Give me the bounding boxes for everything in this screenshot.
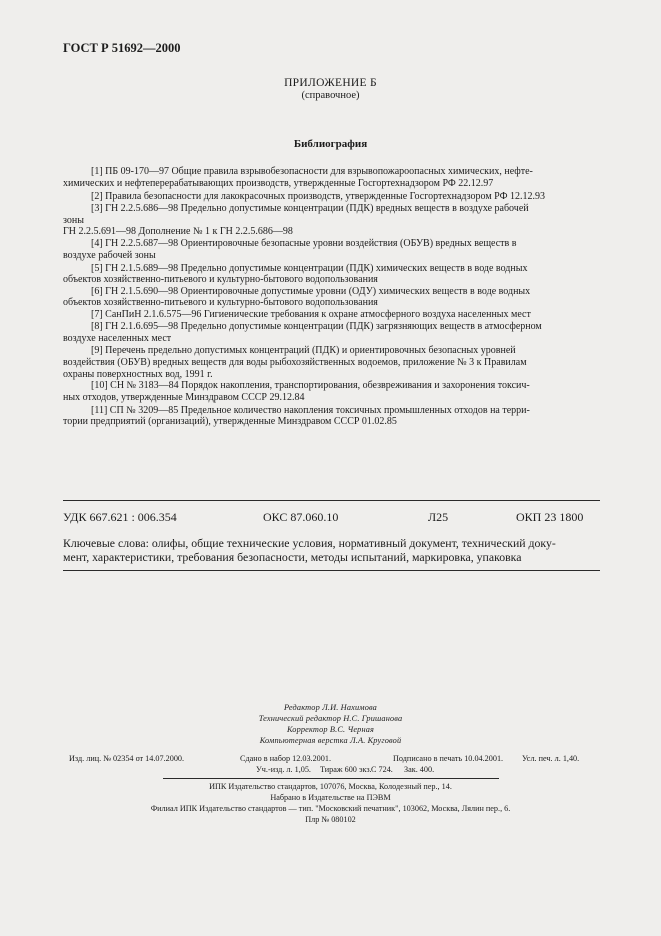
divider-top [63, 500, 600, 501]
bibliography-line: химических и нефтеперерабатывающих производств, утвержденные Госгортехнадзором РФ 22.12.97 [63, 178, 494, 189]
order-code: С 724. [371, 765, 393, 774]
divider-publisher [163, 778, 499, 779]
keywords-line: мент, характеристики, требования безопасности, методы испытаний, маркировка, упаковка [63, 550, 522, 564]
bibliography-line: [8] ГН 2.1.6.695—98 Предельно допустимые концентрации (ПДК) загрязняющих веществ в атмосферном [91, 321, 542, 332]
bibliography-line: охраны поверхностных вод, 1991 г. [63, 369, 213, 380]
bibliography-line: объектов хозяйственно-питьевого и культурно-бытового водопользования [63, 274, 378, 285]
document-header: ГОСТ Р 51692—2000 [63, 41, 181, 55]
divider-bottom [63, 570, 600, 571]
keywords-line: Ключевые слова: олифы, общие технические условия, нормативный документ, технический доку- [63, 536, 556, 550]
publisher-address: ИПК Издательство стандартов, 107076, Москва, Колодезный пер., 14. [209, 782, 452, 791]
copies: Тираж 600 экз. [320, 765, 372, 774]
sent-date: Сдано в набор 12.03.2001. [240, 754, 332, 763]
signed-date: Подписано в печать 10.04.2001. [393, 754, 504, 763]
typeset-note: Набрано в Издательстве на ПЭВМ [270, 793, 391, 802]
bibliography-line: ГН 2.2.5.691—98 Дополнение № 1 к ГН 2.2.5.686—98 [63, 226, 293, 237]
bibliography-line: [10] СН № 3183—84 Порядок накопления, транспортирования, обезвреживания и захоронения токсич- [91, 380, 530, 391]
bibliography-line: [1] ПБ 09-170—97 Общие правила взрывобезопасности для взрывопожароопасных химических, нефте- [91, 166, 533, 177]
license-info: Изд. лиц. № 02354 от 14.07.2000. [69, 754, 185, 763]
appendix-title: ПРИЛОЖЕНИЕ Б [284, 77, 377, 89]
okp-code: ОКП 23 1800 [516, 510, 584, 524]
bibliography-line: воздухе населенных мест [63, 333, 172, 344]
oks-code: ОКС 87.060.10 [263, 510, 339, 524]
udk-code: УДК 667.621 : 006.354 [63, 510, 177, 524]
bibliography-line: тории предприятий (организаций), утвержденные Минздравом СССР 01.02.85 [63, 416, 397, 427]
bibliography-line: [3] ГН 2.2.5.686—98 Предельно допустимые концентрации (ПДК) вредных веществ в воздухе рабочей [91, 203, 529, 214]
bibliography-title: Библиография [293, 138, 368, 150]
bibliography-line: объектов хозяйственно-питьевого и культурно-бытового водопользования [63, 297, 378, 308]
bibliography-line: воздухе рабочей зоны [63, 250, 156, 261]
branch-address: Филиал ИПК Издательство стандартов — тип. "Московский печатник", 103062, Москва, Лялин пер., 6. [150, 804, 511, 813]
bibliography-line: [9] Перечень предельно допустимых концентраций (ПДК) и ориентировочных безопасных уровней [91, 345, 516, 356]
appendix-subtitle: (справочное) [301, 90, 360, 101]
order-number: Зак. 400. [404, 765, 435, 774]
bibliography-line: [4] ГН 2.2.5.687—98 Ориентировочные безопасные уровни воздействия (ОБУВ) вредных веществ в [91, 238, 517, 249]
credit-proofreader: Корректор В.С. Черная [286, 725, 375, 734]
bibliography-line: [7] СанПиН 2.1.6.575—96 Гигиенические требования к охране атмосферного воздуха населенных мест [91, 309, 531, 320]
bibliography-line: воздействия (ОБУВ) вредных веществ для воды рыбохозяйственных водоемов, приложение № 3 к Правилам [63, 357, 527, 368]
edit-sheets: Уч.-изд. л. 1,05. [256, 765, 311, 774]
credit-editor: Редактор Л.И. Нахимова [284, 703, 377, 712]
bibliography-line: [11] СП № 3209—85 Предельное количество накопления токсичных промышленных отходов на терри- [91, 405, 530, 416]
bibliography-line: [6] ГН 2.1.5.690—98 Ориентировочные допустимые уровни (ОДУ) химических веществ в воде водных [91, 286, 531, 297]
print-sheets: Усл. печ. л. 1,40. [522, 754, 580, 763]
credit-layout: Компьютерная верстка Л.А. Круговой [259, 736, 402, 745]
group-code: Л25 [428, 510, 449, 524]
bibliography-line: ных отходов, утвержденные Минздравом СССР 29.12.84 [63, 392, 305, 403]
plr-number: Плр № 080102 [305, 815, 356, 824]
bibliography-line: зоны [63, 215, 84, 226]
bibliography-line: [2] Правила безопасности для лакокрасочных производств, утвержденные Госгортехнадзором РФ 12.12.93 [91, 191, 545, 202]
credit-tech-editor: Технический редактор Н.С. Гришанова [258, 714, 403, 723]
bibliography-line: [5] ГН 2.1.5.689—98 Предельно допустимые концентрации (ПДК) химических веществ в воде водных [91, 263, 528, 274]
